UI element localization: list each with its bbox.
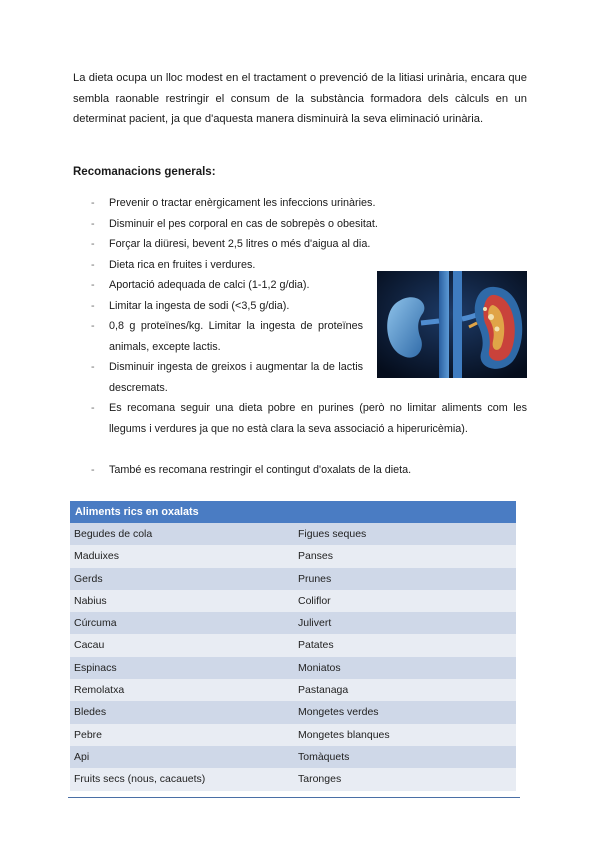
table-cell: Prunes	[298, 572, 332, 585]
recommendations-heading: Recomanacions generals:	[73, 166, 216, 178]
table-cell: Moniatos	[298, 661, 341, 674]
bullet-dash: -	[91, 238, 95, 250]
bullet-dash: -	[91, 197, 95, 209]
table-row	[70, 657, 516, 679]
list-item: Es recomana seguir una dieta pobre en purines (però no limitar aliments com les llegums i verdures ja que no està clara la seva associació a hiperuricèmia).	[109, 402, 527, 435]
list-item: Forçar la diüresi, bevent 2,5 litres o més d'aigua al dia.	[109, 238, 371, 250]
table-row	[70, 612, 516, 634]
table-row	[70, 634, 516, 656]
list-item: Aportació adequada de calci (1-1,2 g/dia).	[109, 279, 310, 291]
table-cell: Coliflor	[298, 594, 331, 607]
list-item: Disminuir ingesta de greixos i augmentar la de lactis descremats.	[109, 361, 363, 394]
table-cell: Figues seques	[298, 528, 367, 540]
table-row	[70, 746, 516, 768]
table-cell: Bledes	[74, 706, 107, 719]
table-cell: Cúrcuma	[74, 617, 117, 630]
list-item: També es recomana restringir el contingut d'oxalats de la dieta.	[109, 463, 412, 476]
bullet-dash: -	[91, 217, 95, 230]
list-item: Prevenir o tractar enèrgicament les infeccions urinàries.	[109, 197, 376, 209]
list-item: Disminuir el pes corporal en cas de sobrepès o obesitat.	[109, 217, 378, 230]
list-item: Dieta rica en fruites i verdures.	[109, 258, 256, 271]
table-row	[70, 523, 516, 545]
bullet-dash: -	[91, 299, 95, 312]
table-cell: Mongetes verdes	[298, 706, 379, 719]
table-row	[70, 679, 516, 701]
kidney-illustration	[377, 271, 527, 378]
table-cell: Panses	[298, 550, 334, 563]
bullet-dash: -	[91, 402, 95, 414]
bullet-dash: -	[91, 361, 95, 373]
bullet-dash: -	[91, 279, 95, 291]
table-cell: Nabius	[74, 594, 107, 607]
table-cell: Patates	[298, 639, 334, 652]
table-row	[70, 545, 516, 567]
kidney-icon	[377, 271, 527, 378]
table-row	[70, 768, 516, 790]
table-row	[70, 724, 516, 746]
table-cell: Gerds	[74, 572, 103, 585]
table-cell: Api	[74, 750, 90, 763]
table-cell: Julivert	[298, 617, 332, 630]
oxalate-foods-table	[70, 501, 516, 791]
intro-paragraph: La dieta ocupa un lloc modest en el tractament o prevenció de la litiasi urinària, encara que sembla raonable restringir el consum de la substància formadora dels càlculs en un determinat pacient, ja que d'aquesta manera disminuirà la seva eliminació urinària.	[73, 72, 527, 125]
bullet-dash: -	[91, 258, 95, 271]
table-row	[70, 701, 516, 723]
table-row	[70, 590, 516, 612]
table-cell: Fruits secs (nous, cacauets)	[74, 773, 206, 786]
table-cell: Taronges	[298, 773, 342, 786]
list-item: Limitar la ingesta de sodi (<3,5 g/dia).	[109, 299, 290, 312]
table-cell: Espinacs	[74, 661, 117, 674]
table-cell: Pastanaga	[298, 684, 349, 697]
table-cell: Maduixes	[74, 550, 119, 563]
table-cell: Pebre	[74, 728, 103, 741]
table-cell: Cacau	[74, 639, 105, 652]
footer-divider	[68, 797, 520, 798]
table-cell: Remolatxa	[74, 684, 125, 697]
table-title: Aliments rics en oxalats	[70, 501, 516, 523]
bullet-dash: -	[91, 320, 95, 332]
table-cell: Begudes de cola	[74, 528, 153, 540]
table-cell: Tomàquets	[298, 750, 350, 763]
table-row	[70, 568, 516, 590]
list-item: 0,8 g proteïnes/kg. Limitar la ingesta de proteïnes animals, excepte lactis.	[109, 320, 363, 353]
bullet-dash: -	[91, 463, 95, 476]
table-cell: Mongetes blanques	[298, 728, 390, 741]
